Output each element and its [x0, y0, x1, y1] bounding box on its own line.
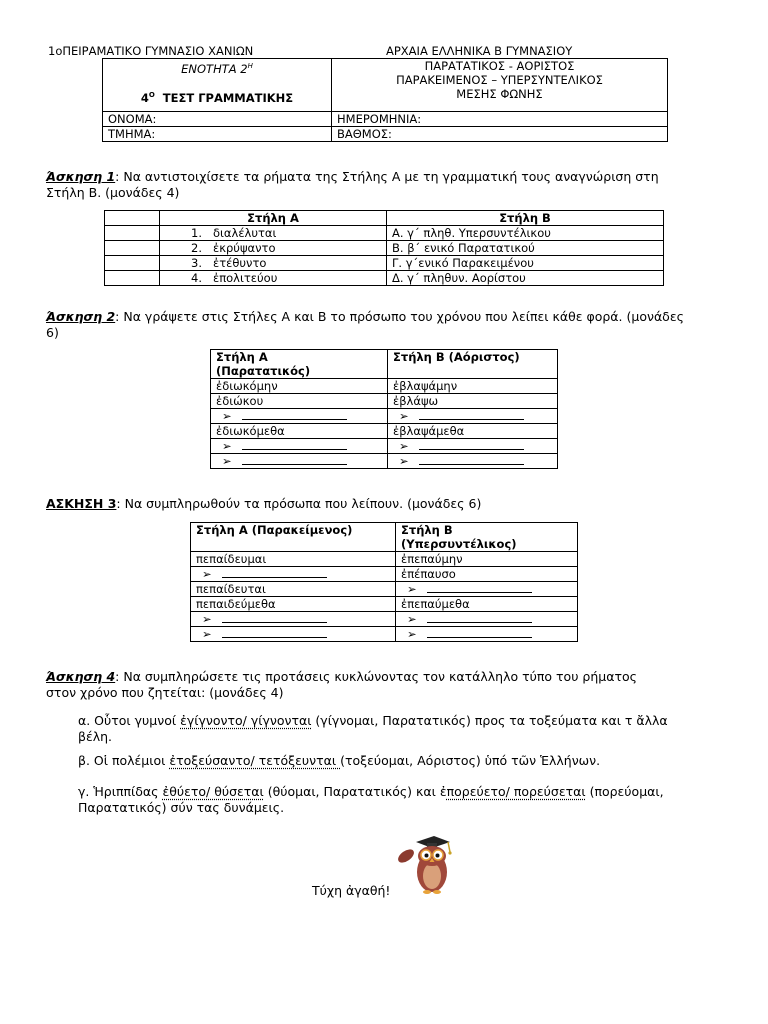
answer-blank[interactable] — [222, 567, 327, 578]
exercise-1-text-2: Στήλη Β. (μονάδες 4) — [46, 185, 180, 200]
imperfect-cell: ἐδιώκου — [211, 394, 388, 409]
name-field[interactable]: ΟΝΟΜΑ: — [103, 112, 332, 127]
perfect-blank-cell[interactable] — [191, 627, 396, 642]
column-a-header: Στήλη Α — [160, 211, 387, 226]
sentence-text: (πορεύομαι, — [585, 784, 664, 799]
unit-sup: Η — [247, 62, 253, 70]
imperfect-blank-cell[interactable] — [211, 454, 388, 469]
topic-line: ΜΕΣΗΣ ΦΩΝΗΣ — [456, 87, 543, 101]
column-b-header: Στήλη Β (Αόριστος) — [388, 350, 558, 379]
arrow-bullet-icon: ➢ — [222, 409, 232, 423]
column-a-subtitle: (Παρατατικός) — [216, 364, 311, 378]
pluperfect-blank-cell[interactable] — [396, 582, 578, 597]
exercise-2-prompt — [46, 309, 726, 341]
answer-blank[interactable] — [419, 439, 524, 450]
column-b-subtitle: (Υπερσυντέλικος) — [401, 537, 517, 551]
item-number: 3. — [191, 256, 202, 270]
imperfect-cell: ἐδιωκόμεθα — [211, 424, 388, 439]
table-row — [105, 226, 664, 241]
verb-cell[interactable] — [160, 226, 387, 241]
blank-cell — [105, 211, 160, 226]
blank-cell — [105, 226, 160, 241]
grade-field[interactable]: ΒΑΘΜΟΣ: — [332, 127, 668, 142]
table-row — [191, 597, 578, 612]
answer-blank[interactable] — [427, 612, 532, 623]
verb-cell[interactable] — [160, 271, 387, 286]
column-b-header: Στήλη Β — [387, 211, 664, 226]
pluperfect-cell: ἐπεπαύμεθα — [396, 597, 578, 612]
sentence-b — [78, 753, 738, 769]
identification-cell[interactable]: Γ. γ΄ενικό Παρακειμένου — [387, 256, 664, 271]
arrow-bullet-icon: ➢ — [407, 627, 417, 641]
test-sup: Ο — [148, 90, 155, 99]
answer-blank[interactable] — [242, 439, 347, 450]
column-b-title: Στήλη Β — [401, 523, 453, 537]
answer-blank[interactable] — [222, 612, 327, 623]
sentence-text: Παρατατικός) σύν τας δυνάμεις. — [78, 800, 285, 815]
topic-cell — [332, 59, 668, 112]
table-row — [191, 627, 578, 642]
table-row — [211, 379, 558, 394]
sentence-text: (γίγνομαι, Παρατατικός) προς τα τοξεύματα και τ ἄλλα — [311, 713, 668, 728]
info-table — [102, 58, 668, 142]
arrow-bullet-icon: ➢ — [407, 582, 417, 596]
imperfect-blank-cell[interactable] — [211, 439, 388, 454]
sentence-c — [78, 784, 738, 816]
sentence-text: (θύομαι, Παρατατικός) και ἐ — [263, 784, 447, 799]
arrow-bullet-icon: ➢ — [399, 439, 409, 453]
arrow-bullet-icon: ➢ — [222, 439, 232, 453]
sentence-text: βέλη. — [78, 729, 113, 744]
verb-choice[interactable]: ἐτοξεύσαντο/ τετόξευνται — [169, 753, 341, 768]
perfect-cell: πεπαιδεύμεθα — [191, 597, 396, 612]
answer-blank[interactable] — [419, 409, 524, 420]
verb-choice[interactable]: ἐθύετο/ θύσεται — [162, 784, 264, 799]
owl-graduate-icon — [394, 834, 458, 896]
blank-cell — [105, 271, 160, 286]
table-row — [191, 567, 578, 582]
aorist-cell: ἐβλαψάμεθα — [388, 424, 558, 439]
exercise-2-text-2: 6) — [46, 325, 59, 340]
sentence-a — [78, 713, 738, 745]
identification-cell[interactable]: Δ. γ΄ πληθυν. Αορίστου — [387, 271, 664, 286]
exercise-3-text: : Να συμπληρωθούν τα πρόσωπα που λείπουν. (μονάδες 6) — [116, 496, 482, 511]
exercise-3-title: ΑΣΚΗΣΗ 3 — [46, 496, 117, 511]
arrow-bullet-icon: ➢ — [407, 612, 417, 626]
table-row — [105, 241, 664, 256]
arrow-bullet-icon: ➢ — [202, 612, 212, 626]
column-a-header — [211, 350, 388, 379]
table-row — [105, 271, 664, 286]
verb-choice[interactable]: ἐγίγνοντο/ γίγνονται — [180, 713, 312, 728]
subject-name: ΑΡΧΑΙΑ ΕΛΛΗΝΙΚΑ Β ΓΥΜΝΑΣΙΟΥ — [386, 44, 573, 58]
pluperfect-blank-cell[interactable] — [396, 612, 578, 627]
blank-cell — [105, 256, 160, 271]
column-a-title: Στήλη Α — [216, 350, 268, 364]
topic-line: ΠΑΡΑΚΕΙΜΕΝΟΣ – ΥΠΕΡΣΥΝΤΕΛΙΚΟΣ — [396, 73, 603, 87]
perfect-cell: πεπαίδευται — [191, 582, 396, 597]
exercise-1-prompt — [46, 169, 726, 201]
exercise-2-title: Άσκηση 2 — [46, 309, 116, 324]
table-row — [211, 394, 558, 409]
answer-blank[interactable] — [427, 582, 532, 593]
aorist-blank-cell[interactable] — [388, 439, 558, 454]
unit-cell — [103, 59, 332, 112]
arrow-bullet-icon: ➢ — [202, 567, 212, 581]
exercise-2-table — [210, 349, 558, 469]
sentence-text: (τοξεύομαι, Αόριστος) ὑπό τῶν Ἑλλήνων. — [340, 753, 601, 768]
exercise-4-text: : Να συμπληρώσετε τις προτάσεις κυκλώνοντας τον κατάλληλο τύπο του ρήματος — [115, 669, 637, 684]
identification-cell[interactable]: Α. γ΄ πληθ. Υπερσυντέλικου — [387, 226, 664, 241]
test-number: 4 — [140, 90, 149, 105]
item-number: 4. — [191, 271, 202, 285]
exercise-4-title: Άσκηση 4 — [46, 669, 116, 684]
table-row — [211, 424, 558, 439]
aorist-blank-cell[interactable] — [388, 454, 558, 469]
verb-text: ἐτέθυντο — [213, 256, 267, 270]
perfect-cell: πεπαίδευμαι — [191, 552, 396, 567]
imperfect-cell: ἐδιωκόμην — [211, 379, 388, 394]
table-row — [211, 454, 558, 469]
exercise-1-table — [104, 210, 664, 286]
perfect-blank-cell[interactable] — [191, 612, 396, 627]
answer-blank[interactable] — [242, 409, 347, 420]
test-title: ΤΕΣΤ ΓΡΑΜΜΑΤΙΚΗΣ — [162, 90, 294, 105]
imperfect-blank-cell[interactable] — [211, 409, 388, 424]
answer-blank[interactable] — [419, 454, 524, 465]
class-field[interactable]: ΤΜΗΜΑ: — [103, 127, 332, 142]
column-b-header — [396, 523, 578, 552]
aorist-blank-cell[interactable] — [388, 409, 558, 424]
pluperfect-blank-cell[interactable] — [396, 627, 578, 642]
exercise-3-table — [190, 522, 578, 642]
verb-cell[interactable] — [160, 241, 387, 256]
answer-blank[interactable] — [427, 627, 532, 638]
sentence-text: γ. Ἡριππίδας — [78, 784, 163, 799]
good-luck-text: Τύχη ἀγαθή! — [312, 883, 391, 898]
exercise-4-text-2: στον χρόνο που ζητείται: (μονάδες 4) — [46, 685, 284, 700]
table-row — [211, 439, 558, 454]
table-row — [105, 256, 664, 271]
table-row — [211, 409, 558, 424]
arrow-bullet-icon: ➢ — [222, 454, 232, 468]
aorist-cell: ἐβλαψάμην — [388, 379, 558, 394]
item-number: 1. — [191, 226, 202, 240]
blank-cell — [105, 241, 160, 256]
topic-line: ΠΑΡΑΤΑΤΙΚΟΣ - ΑΟΡΙΣΤΟΣ — [424, 59, 575, 73]
verb-choice[interactable]: πορεύετο/ πορεύσεται — [446, 784, 586, 799]
verb-text: ἐκρύψαντο — [213, 241, 276, 255]
answer-blank[interactable] — [222, 627, 327, 638]
date-field[interactable]: ΗΜΕΡΟΜΗΝΙΑ: — [332, 112, 668, 127]
table-row — [191, 552, 578, 567]
sentence-text: β. Οἱ πολέμιοι — [78, 753, 170, 768]
identification-cell[interactable]: Β. β΄ ενικό Παρατατικού — [387, 241, 664, 256]
verb-text: ἐπολιτεύου — [213, 271, 278, 285]
verb-text: διαλέλυται — [213, 226, 277, 240]
aorist-cell: ἐβλάψω — [388, 394, 558, 409]
pluperfect-cell: ἐπεπαύμην — [396, 552, 578, 567]
answer-blank[interactable] — [242, 454, 347, 465]
sentence-text: α. Οὗτοι γυμνοί — [78, 713, 181, 728]
school-name: 1oΠΕΙΡΑΜΑΤΙΚΟ ΓΥΜΝΑΣΙΟ ΧΑΝΙΩΝ — [48, 44, 254, 58]
table-row — [191, 582, 578, 597]
pluperfect-cell: ἐπέπαυσο — [396, 567, 578, 582]
exercise-4-prompt — [46, 669, 726, 701]
arrow-bullet-icon: ➢ — [399, 454, 409, 468]
exercise-3-prompt — [46, 496, 726, 512]
arrow-bullet-icon: ➢ — [399, 409, 409, 423]
unit-label: ΕΝΟΤΗΤΑ 2 — [181, 61, 248, 76]
exercise-1-title: Άσκηση 1 — [46, 169, 116, 184]
arrow-bullet-icon: ➢ — [202, 627, 212, 641]
perfect-blank-cell[interactable] — [191, 567, 396, 582]
item-number: 2. — [191, 241, 202, 255]
exercise-1-text: : Να αντιστοιχίσετε τα ρήματα της Στήλης Α με τη γραμματική τους αναγνώριση στη — [115, 169, 659, 184]
verb-cell[interactable] — [160, 256, 387, 271]
column-a-header: Στήλη Α (Παρακείμενος) — [191, 523, 396, 552]
table-row — [191, 612, 578, 627]
exercise-2-text: : Να γράψετε στις Στήλες Α και Β το πρόσωπο του χρόνου που λείπει κάθε φορά. (μονάδες — [115, 309, 684, 324]
